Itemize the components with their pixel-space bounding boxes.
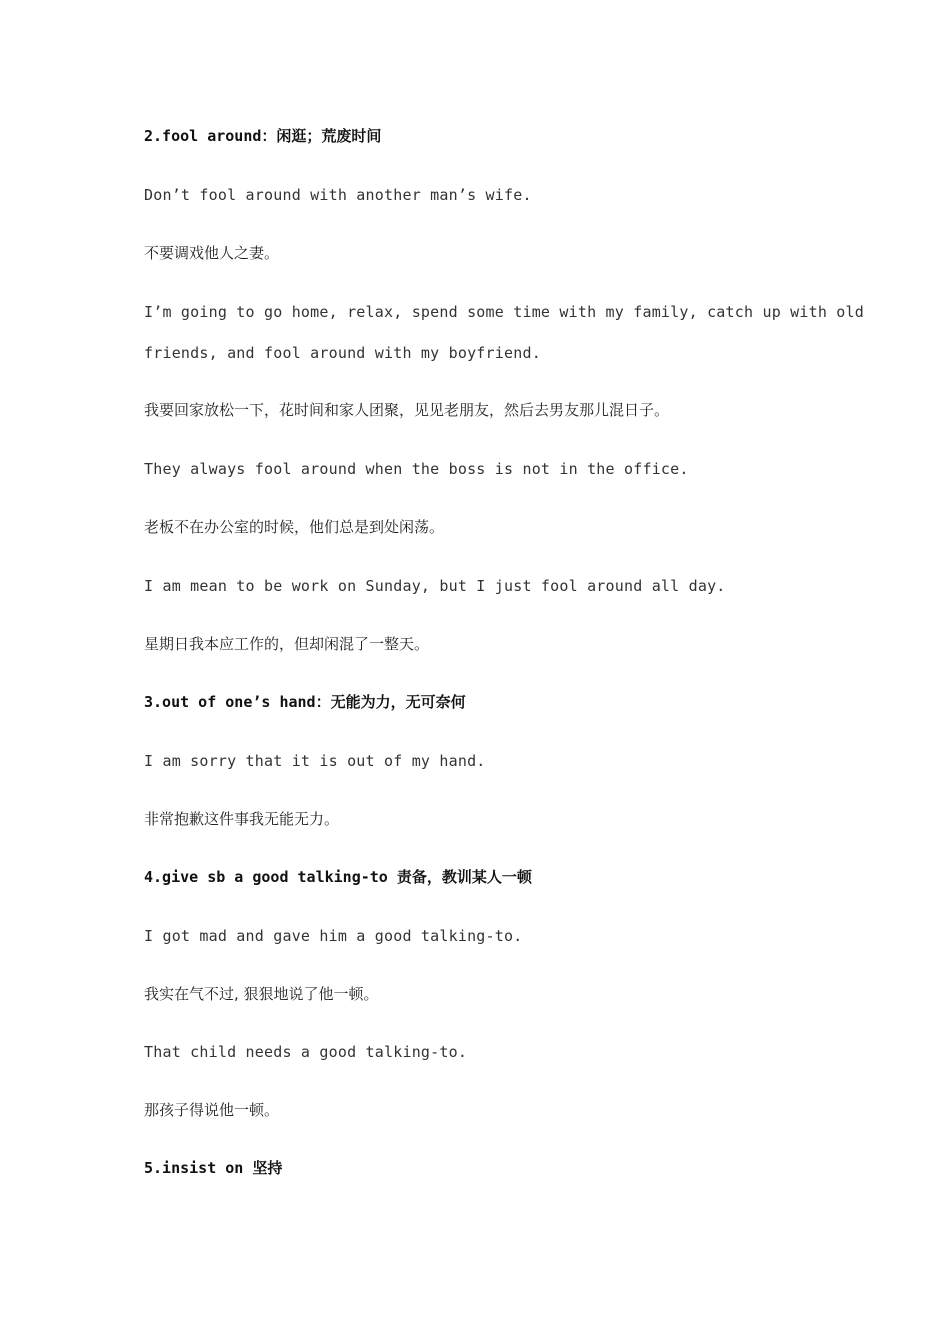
example-translation-zh: 那孩子得说他一顿。 xyxy=(144,1101,280,1119)
example-sentence-en: I am sorry that it is out of my hand. xyxy=(144,752,486,770)
example-sentence-en: I got mad and gave him a good talking-to. xyxy=(144,927,523,945)
section-heading-insist-on: 5.insist on 坚持 xyxy=(144,1159,283,1177)
example-sentence-en: Don’t fool around with another man’s wife. xyxy=(144,186,532,204)
example-translation-zh: 非常抱歉这件事我无能无力。 xyxy=(144,810,340,828)
section-heading-out-of-ones-hand: 3.out of one’s hand：无能为力，无可奈何 xyxy=(144,693,466,711)
example-translation-zh: 老板不在办公室的时候，他们总是到处闲荡。 xyxy=(144,518,445,536)
example-translation-zh: 不要调戏他人之妻。 xyxy=(144,244,280,262)
example-sentence-en: They always fool around when the boss is not in the office. xyxy=(144,460,689,478)
section-heading-fool-around: 2.fool around：闲逛；荒废时间 xyxy=(144,127,382,145)
example-sentence-en: I am mean to be work on Sunday, but I just fool around all day. xyxy=(144,577,726,595)
example-sentence-en-continued: friends, and fool around with my boyfriend. xyxy=(144,344,541,362)
section-heading-good-talking-to: 4.give sb a good talking-to 责备，教训某人一顿 xyxy=(144,868,532,886)
example-translation-zh: 我实在气不过, 狠狠地说了他一顿。 xyxy=(144,985,379,1003)
example-translation-zh: 我要回家放松一下，花时间和家人团聚，见见老朋友，然后去男友那儿混日子。 xyxy=(144,401,670,419)
example-sentence-en: That child needs a good talking-to. xyxy=(144,1043,468,1061)
example-sentence-en: I’m going to go home, relax, spend some time with my family, catch up with old xyxy=(144,303,864,321)
example-translation-zh: 星期日我本应工作的，但却闲混了一整天。 xyxy=(144,635,430,653)
